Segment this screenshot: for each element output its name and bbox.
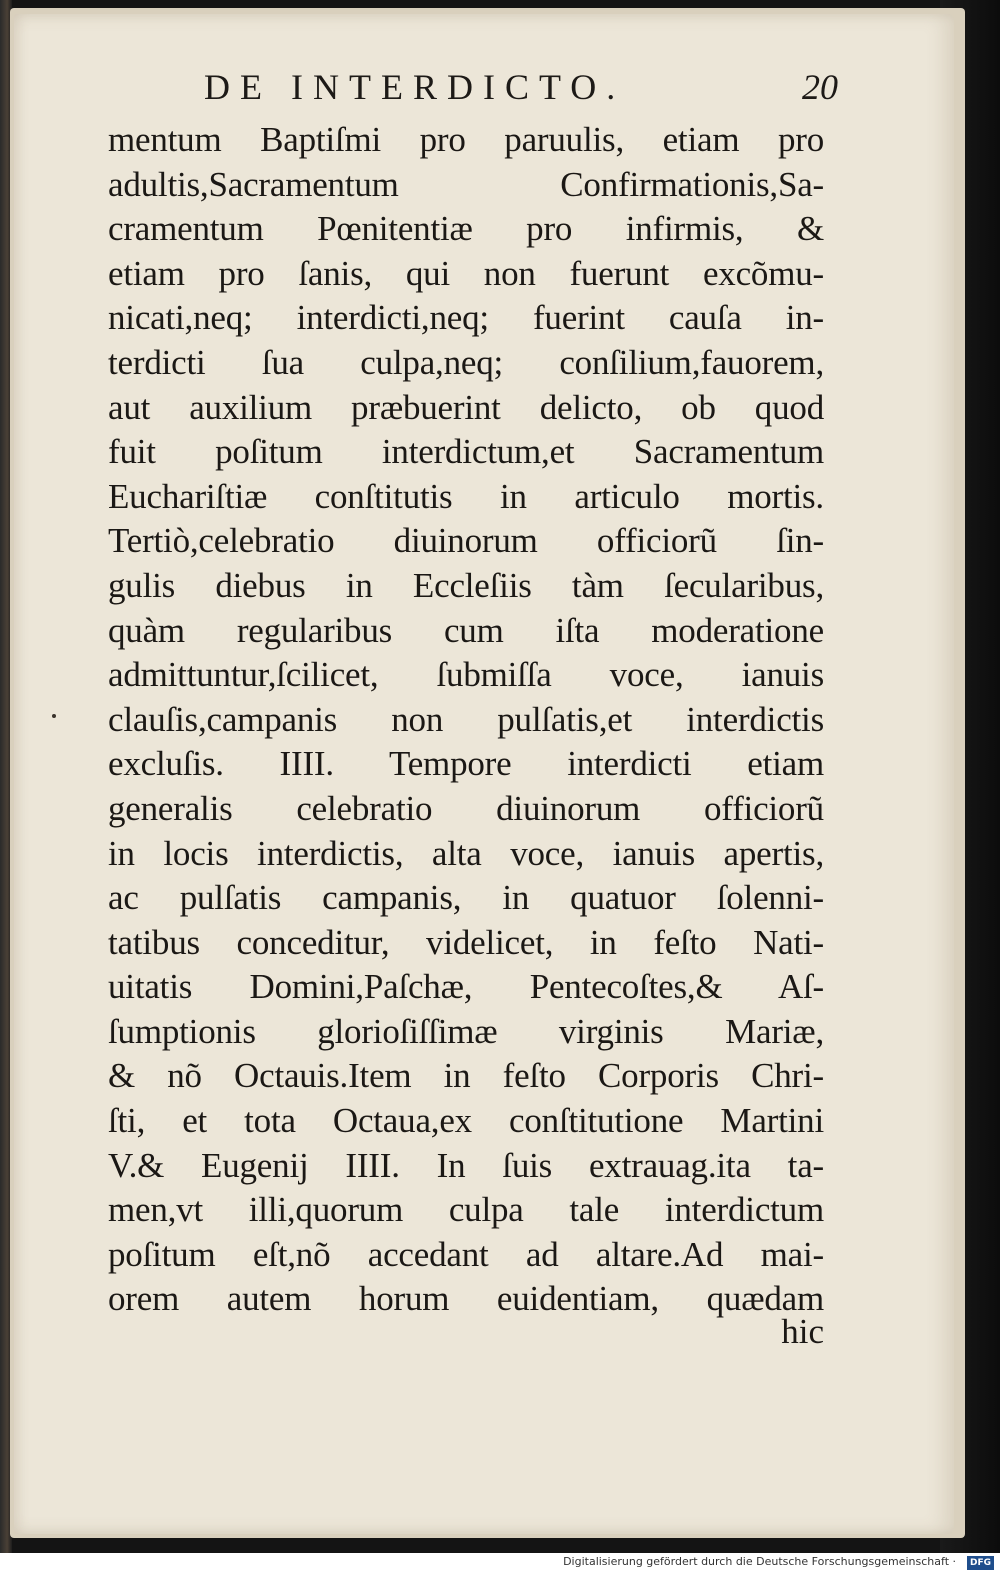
text-line: generalis celebratio diuinorum officiorũ <box>108 788 824 828</box>
text-line: orem autem horum euidentiam, quædam <box>108 1279 824 1319</box>
catchword: hic <box>781 1312 824 1351</box>
text-line: ſumptionis glorioſiſſimæ virginis Mariæ, <box>108 1011 824 1051</box>
text-line: Euchariſtiæ conſtitutis in articulo mortis. <box>108 476 824 516</box>
text-line: & nõ Octauis.Item in feſto Corporis Chri- <box>108 1056 824 1096</box>
text-line: adultis,Sacramentum Confirmationis,Sa- <box>108 164 824 204</box>
text-line: cramentum Pœnitentiæ pro infirmis, & <box>108 209 824 249</box>
dfg-logo: DFG <box>967 1556 994 1570</box>
text-line: ſti, et tota Octaua,ex conſtitutione Martini <box>108 1101 824 1141</box>
body-text <box>108 118 824 1322</box>
text-line: excluſis. IIII. Tempore interdicti etiam <box>108 744 824 784</box>
text-line: in locis interdictis, alta voce, ianuis apertis, <box>108 833 824 873</box>
digitization-footer <box>0 1553 1000 1575</box>
running-title: DE INTERDICTO. <box>204 67 626 107</box>
text-line: tatibus conceditur, videlicet, in feſto Nati- <box>108 922 824 962</box>
text-line: fuit poſitum interdictum,et Sacramentum <box>108 432 824 472</box>
text-line: Tertiò,celebratio diuinorum officiorũ ſin- <box>108 521 824 561</box>
text-line: etiam pro ſanis, qui non fuerunt excõmu- <box>108 253 824 293</box>
text-line: mentum Baptiſmi pro paruulis, etiam pro <box>108 120 824 159</box>
text-line: terdicti ſua culpa,neq; conſilium,fauorem, <box>108 342 824 382</box>
text-line: V.& Eugenij IIII. In ſuis extrauag.ita ta- <box>108 1145 824 1185</box>
text-line: clauſis,campanis non pulſatis,et interdictis <box>108 699 824 739</box>
text-line: quàm regularibus cum iſta moderatione <box>108 610 824 650</box>
text-line: uitatis Domini,Paſchæ, Pentecoſtes,& Aſ- <box>108 967 824 1007</box>
text-line: nicati,neq; interdicti,neq; fuerint cauſa in- <box>108 298 824 338</box>
text-line: gulis diebus in Eccleſiis tàm ſecularibus, <box>108 565 824 605</box>
text-line: poſitum eſt,nõ accedant ad altare.Ad mai- <box>108 1234 824 1274</box>
funding-credit: Digitalisierung gefördert durch die Deutsche Forschungsgemeinschaft · <box>563 1555 956 1568</box>
text-line: ac pulſatis campanis, in quatuor ſolenni- <box>108 878 824 918</box>
text-line: admittuntur,ſcilicet, ſubmiſſa voce, ianuis <box>108 655 824 695</box>
text-line: aut auxilium præbuerint delicto, ob quod <box>108 387 824 427</box>
page-header <box>204 66 844 116</box>
book-page <box>14 14 954 1534</box>
text-line: men,vt illi,quorum culpa tale interdictum <box>108 1190 824 1230</box>
margin-mark <box>52 714 56 718</box>
page-number: 20 <box>802 67 838 107</box>
